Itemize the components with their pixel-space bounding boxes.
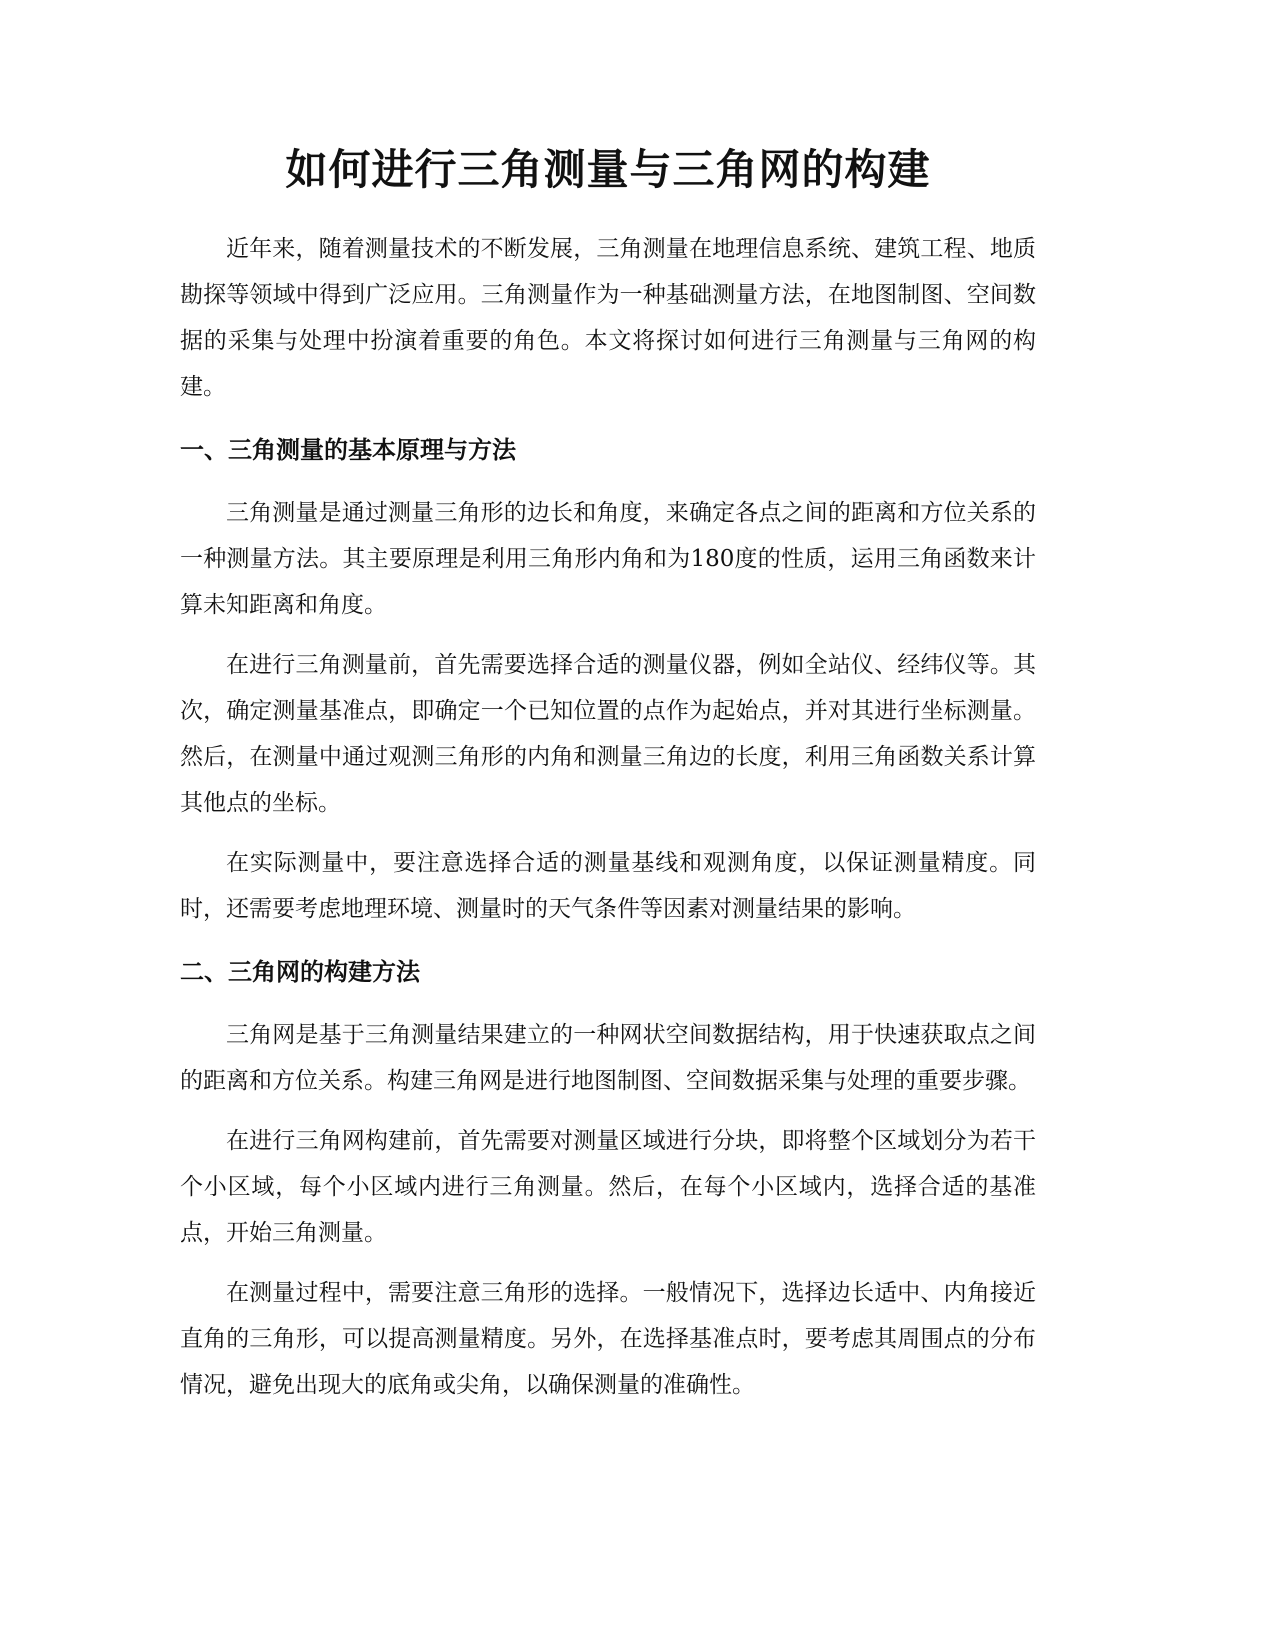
section-2-paragraph-3: 在测量过程中，需要注意三角形的选择。一般情况下，选择边长适中、内角接近直角的三角形，可以提高测量精度。另外，在选择基准点时，要考虑其周围点的分布情况，避免出现大的底角或尖角，以确保测量的准确性。 — [180, 1280, 1036, 1398]
intro-paragraph: 近年来，随着测量技术的不断发展，三角测量在地理信息系统、建筑工程、地质勘探等领域中得到广泛应用。三角测量作为一种基础测量方法，在地图制图、空间数据的采集与处理中扮演着重要的角色。本文将探讨如何进行三角测量与三角网的构建。 — [180, 236, 1036, 400]
document-page — [180, 138, 1036, 1422]
section-heading-2: 二、三角网的构建方法 — [180, 958, 420, 986]
section-1-paragraph-3: 在实际测量中，要注意选择合适的测量基线和观测角度，以保证测量精度。同时，还需要考虑地理环境、测量时的天气条件等因素对测量结果的影响。 — [180, 850, 1036, 922]
section-heading-1: 一、三角测量的基本原理与方法 — [180, 436, 516, 464]
section-1-paragraph-2: 在进行三角测量前，首先需要选择合适的测量仪器，例如全站仪、经纬仪等。其次，确定测量基准点，即确定一个已知位置的点作为起始点，并对其进行坐标测量。然后，在测量中通过观测三角形的内角和测量三角边的长度，利用三角函数关系计算其他点的坐标。 — [180, 652, 1036, 816]
section-2-paragraph-1: 三角网是基于三角测量结果建立的一种网状空间数据结构，用于快速获取点之间的距离和方位关系。构建三角网是进行地图制图、空间数据采集与处理的重要步骤。 — [180, 1022, 1036, 1094]
section-1-paragraph-1: 三角测量是通过测量三角形的边长和角度，来确定各点之间的距离和方位关系的一种测量方法。其主要原理是利用三角形内角和为180度的性质，运用三角函数来计算未知距离和角度。 — [180, 500, 1036, 618]
section-2-paragraph-2: 在进行三角网构建前，首先需要对测量区域进行分块，即将整个区域划分为若干个小区域，每个小区域内进行三角测量。然后，在每个小区域内，选择合适的基准点，开始三角测量。 — [180, 1128, 1036, 1246]
document-title: 如何进行三角测量与三角网的构建 — [285, 145, 931, 194]
